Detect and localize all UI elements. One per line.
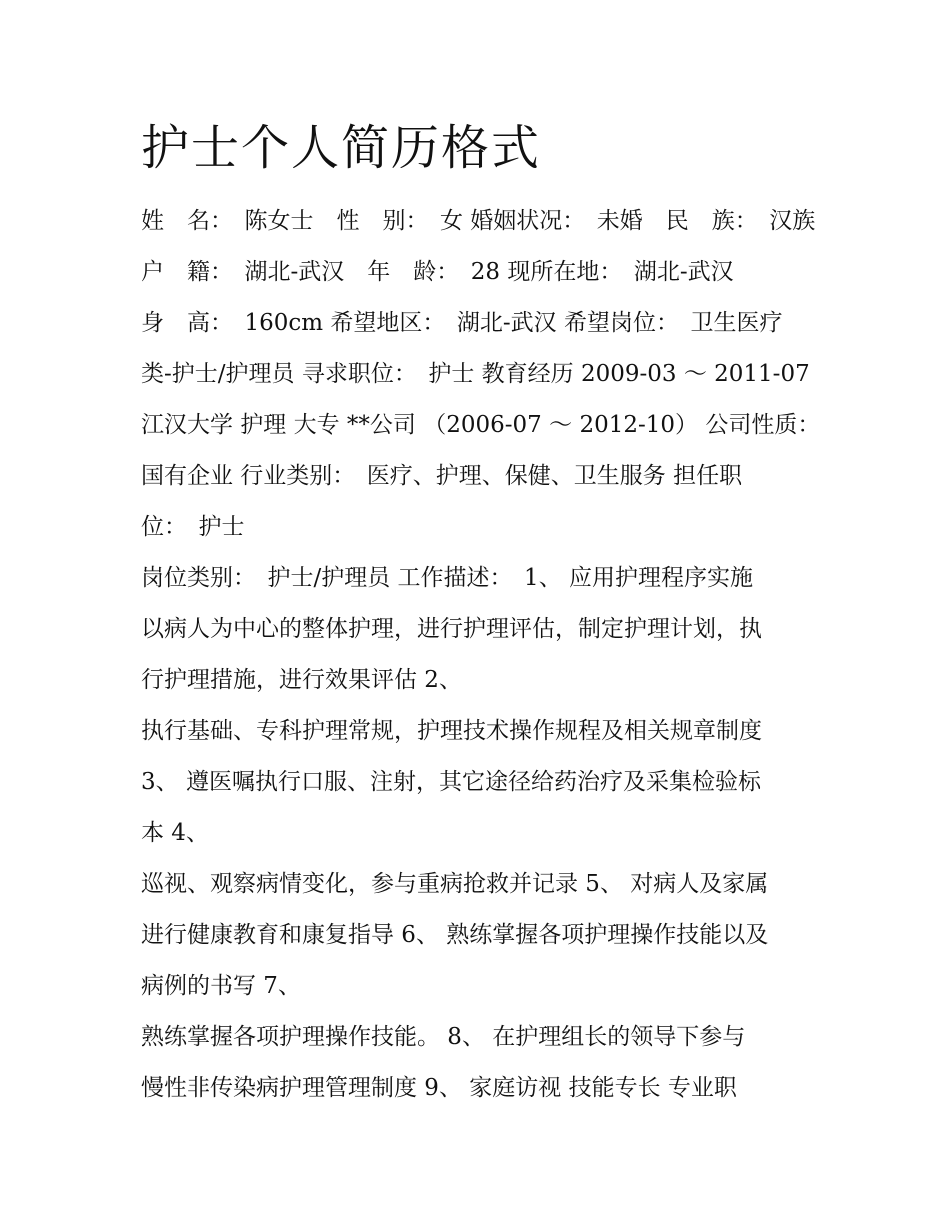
text-line: 身 高： 160cm 希望地区： 湖北-武汉 希望岗位： 卫生医疗: [141, 310, 783, 336]
text-line: 国有企业 行业类别： 医疗、护理、保健、卫生服务 担任职: [141, 463, 743, 489]
text-line: 病例的书写 7、: [141, 973, 301, 999]
text-line: 执行基础、专科护理常规，护理技术操作规程及相关规章制度: [141, 718, 762, 744]
text-line: 3、 遵医嘱执行口服、注射，其它途径给药治疗及采集检验标: [141, 769, 761, 795]
text-line: 熟练掌握各项护理操作技能。 8、 在护理组长的领导下参与: [141, 1024, 746, 1050]
text-line: 类-护士/护理员 寻求职位： 护士 教育经历 2009-03 ～ 2011-07: [141, 361, 810, 387]
text-line: 户 籍： 湖北-武汉 年 龄： 28 现所在地： 湖北-武汉: [141, 259, 734, 285]
text-line: 岗位类别： 护士/护理员 工作描述： 1、 应用护理程序实施: [141, 565, 754, 591]
text-line: 江汉大学 护理 大专 **公司 （2006-07 ～ 2012-10） 公司性质：: [141, 412, 821, 438]
text-line: 巡视、观察病情变化，参与重病抢救并记录 5、 对病人及家属: [141, 871, 769, 897]
text-line: 位： 护士: [141, 514, 245, 540]
text-line: 姓 名： 陈女士 性 别： 女 婚姻状况： 未婚 民 族： 汉族: [141, 208, 816, 234]
text-line: 本 4、: [141, 820, 209, 846]
text-line: 进行健康教育和康复指导 6、 熟练掌握各项护理操作技能以及: [141, 922, 769, 948]
document-body: [141, 196, 821, 1114]
document-title: 护士个人简历格式: [141, 120, 542, 176]
text-line: 慢性非传染病护理管理制度 9、 家庭访视 技能专长 专业职: [141, 1075, 737, 1101]
text-line: 行护理措施，进行效果评估 2、: [141, 667, 462, 693]
text-line: 以病人为中心的整体护理，进行护理评估，制定护理计划，执: [141, 616, 762, 642]
